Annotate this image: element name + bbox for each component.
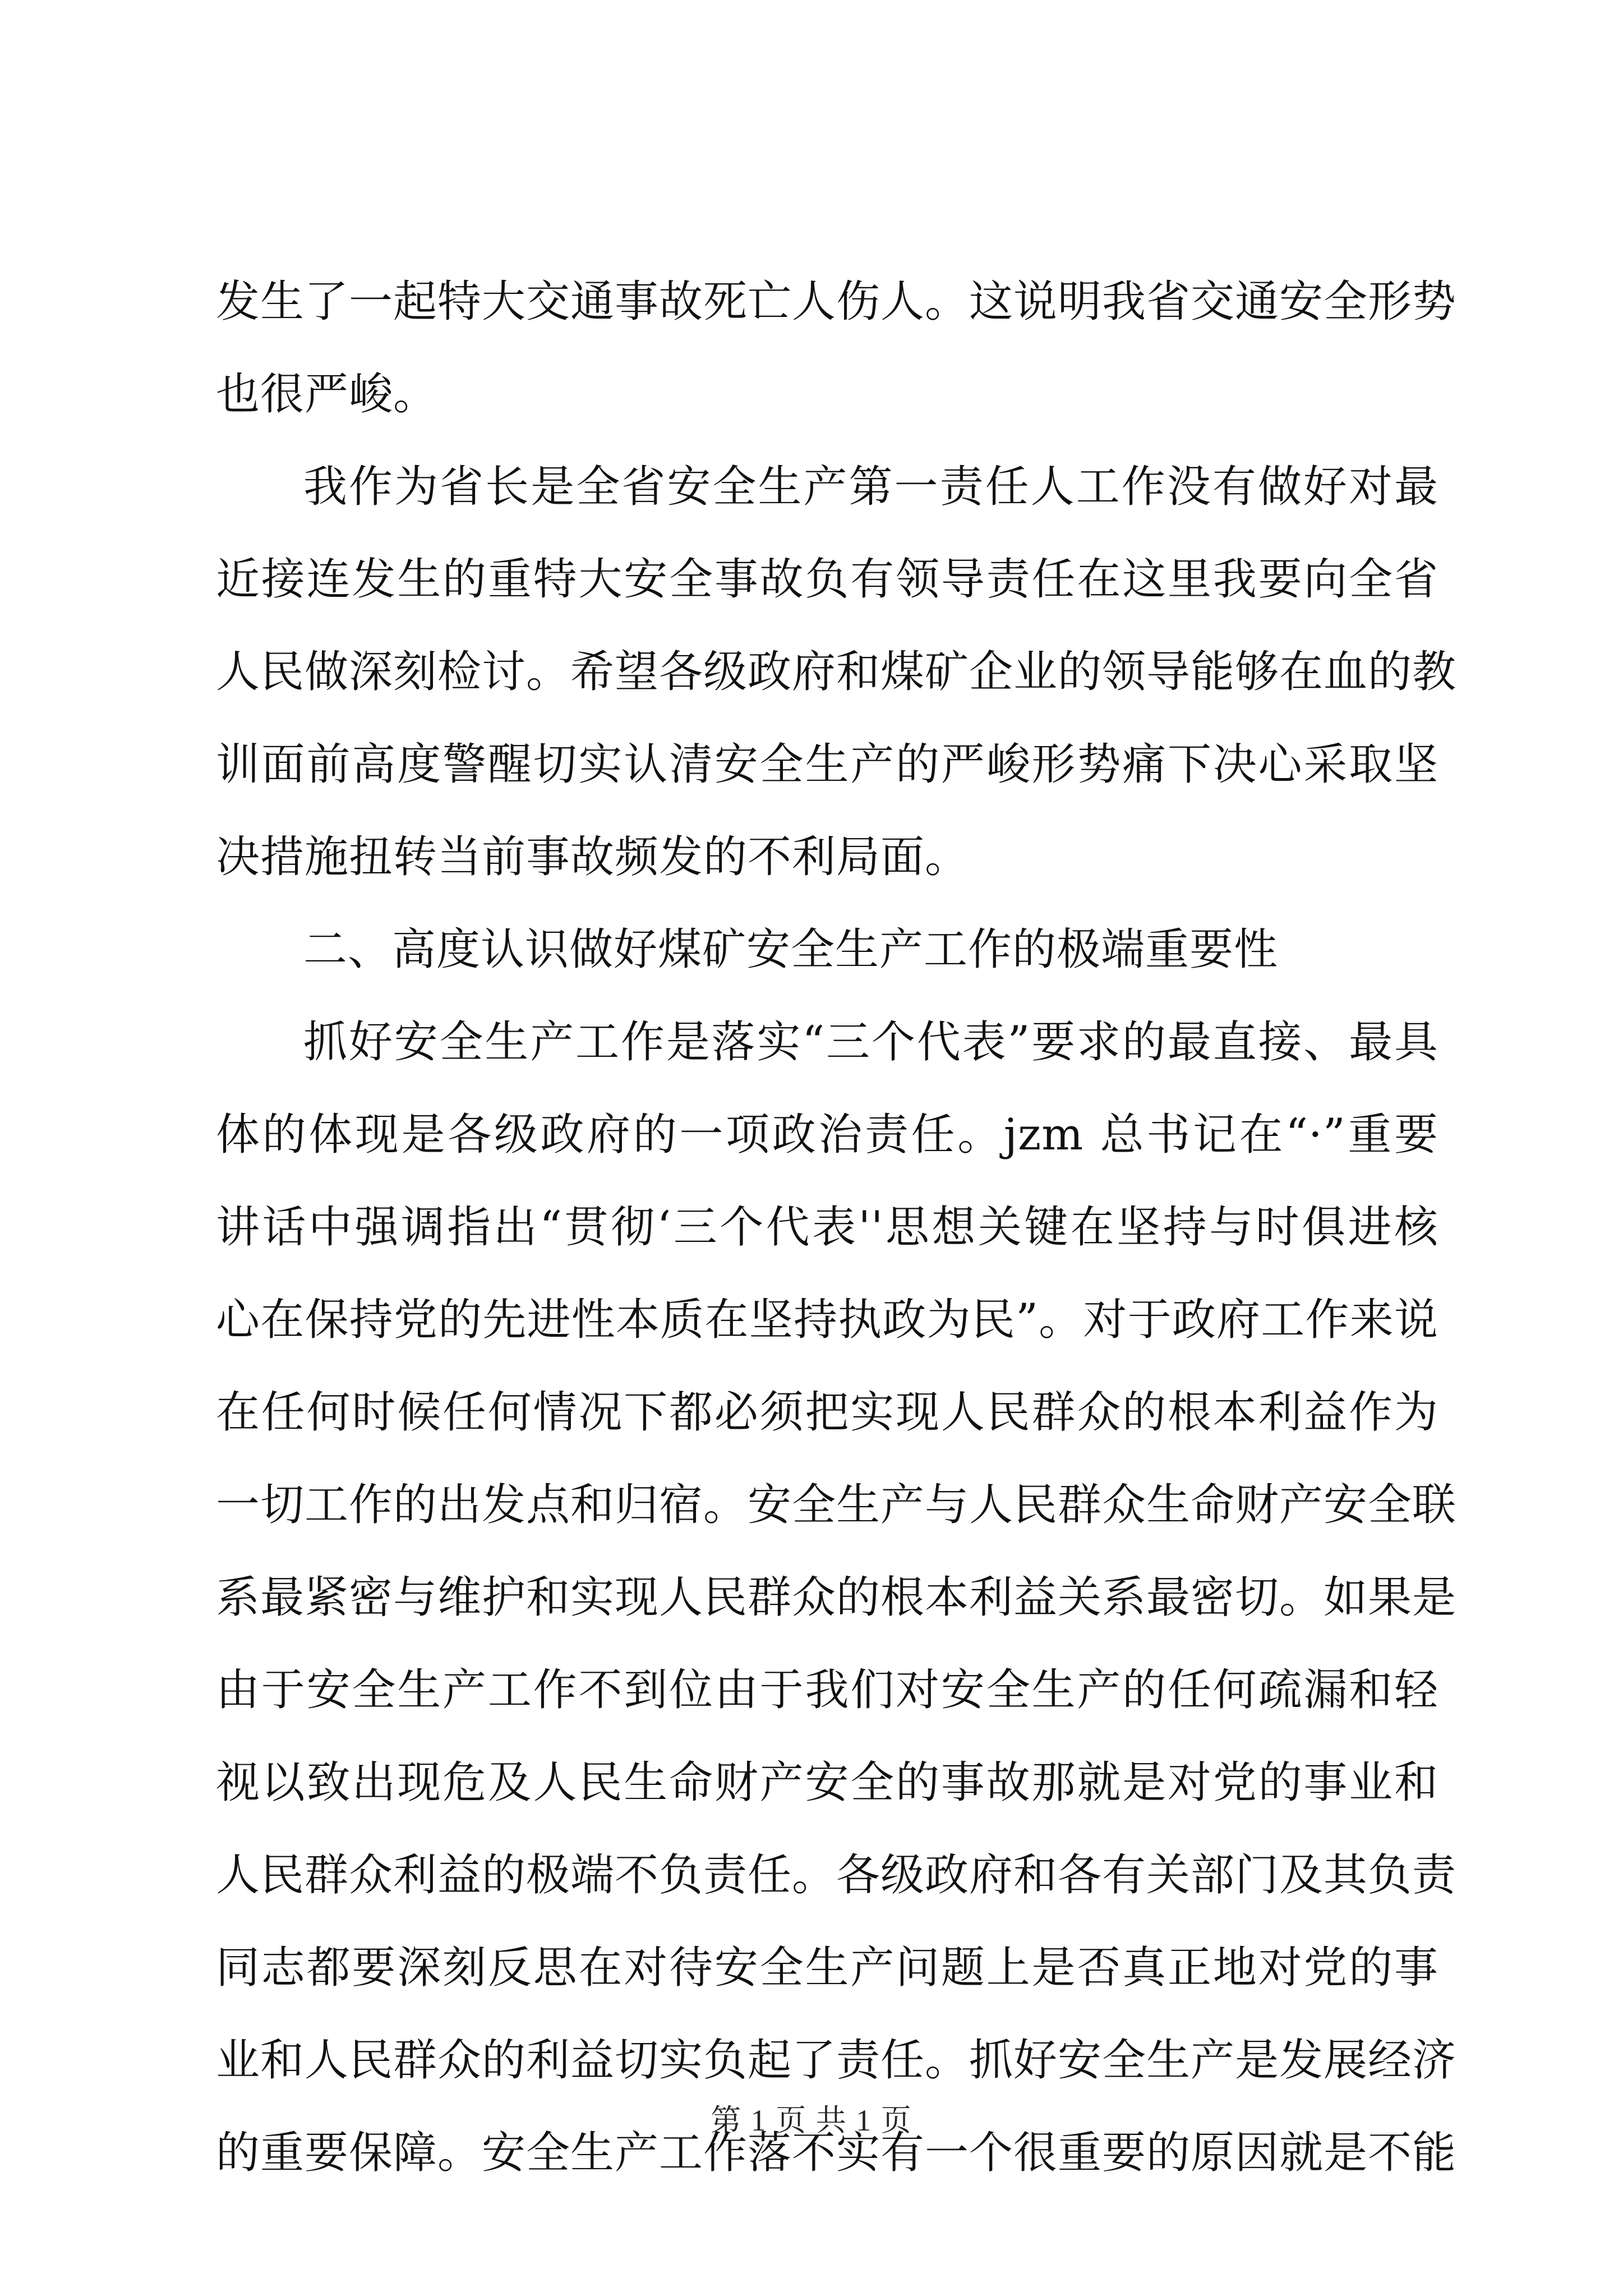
text-line: 在任何时候任何情况下都必须把实现人民群众的根本利益作为 [216, 1387, 1438, 1438]
text-line: 人民群众利益的极端不负责任。各级政府和各有关部门及其负责 [216, 1850, 1457, 1901]
text-line: 心在保持党的先进性本质在坚持执政为民”。对于政府工作来说 [216, 1295, 1438, 1345]
text-line: 也很严峻。 [216, 369, 438, 420]
text-line: 近接连发生的重特大安全事故负有领导责任在这里我要向全省 [216, 554, 1438, 605]
text-line: 训面前高度警醒切实认清安全生产的严峻形势痛下决心采取坚 [216, 739, 1438, 790]
text-line: 二、高度认识做好煤矿安全生产工作的极端重要性 [303, 924, 1279, 975]
text-line: 由于安全生产工作不到位由于我们对安全生产的任何疏漏和轻 [216, 1665, 1438, 1715]
text-line: 业和人民群众的利益切实负起了责任。抓好安全生产是发展经济 [216, 2035, 1457, 2086]
text-line: 讲话中强调指出“贯彻‘三个代表''思想关键在坚持与时俱进核 [216, 1202, 1438, 1253]
text-line: 发生了一起特大交通事故死亡人伤人。这说明我省交通安全形势 [216, 277, 1457, 327]
text-line: 一切工作的出发点和归宿。安全生产与人民群众生命财产安全联 [216, 1480, 1457, 1530]
text-line: 决措施扭转当前事故频发的不利局面。 [216, 832, 970, 882]
text-line: 人民做深刻检讨。希望各级政府和煤矿企业的领导能够在血的教 [216, 647, 1457, 697]
text-line: 同志都要深刻反思在对待安全生产问题上是否真正地对党的事 [216, 1943, 1438, 1993]
text-line: 系最紧密与维护和实现人民群众的根本利益关系最密切。如果是 [216, 1572, 1457, 1623]
body-text [216, 256, 1457, 2200]
page-footer: 第 1 页 共 1 页 [711, 2104, 912, 2137]
text-line: 视以致出现危及人民生命财产安全的事故那就是对党的事业和 [216, 1757, 1438, 1808]
text-line: 体的体现是各级政府的一项政治责任。jzm 总书记在“·”重要 [216, 1110, 1438, 1160]
text-line: 抓好安全生产工作是落实“三个代表”要求的最直接、最具 [303, 1017, 1438, 1068]
text-line: 的重要保障。安全生产工作落不实有一个很重要的原因就是不能 [216, 2128, 1457, 2178]
text-line: 我作为省长是全省安全生产第一责任人工作没有做好对最 [303, 462, 1438, 512]
